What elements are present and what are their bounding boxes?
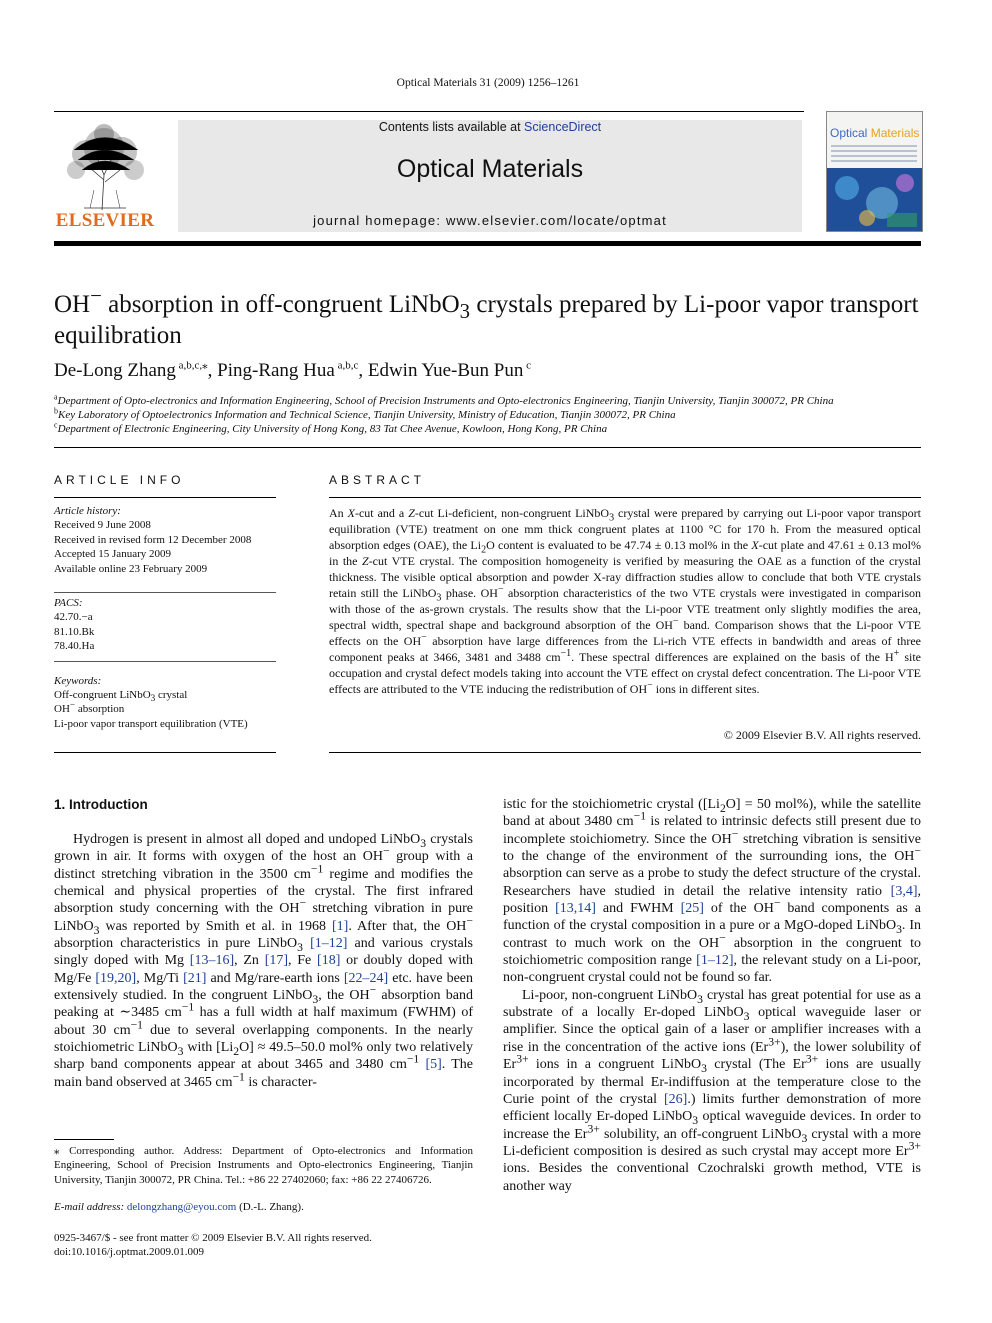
keyword: OH− absorption — [54, 699, 125, 716]
corresponding-author-footnote: ⁎ Corresponding author. Address: Department of Opto-electronics and Information Engineering, School of Precision Instruments and Opto-electronics Engineering, Tianjin University, Tianjin 300072, PR China. Tel.: +86 22 27402060; fax: +86 22 27406726. — [54, 1145, 473, 1186]
keyword: Li-poor vapor transport equilibration (VTE) — [54, 717, 248, 730]
pacs-code: 81.10.Bk — [54, 625, 95, 638]
article-info-rule — [54, 497, 276, 498]
cover-title-b: Materials — [870, 126, 920, 140]
publication-info — [54, 1231, 473, 1259]
history-revised: Received in revised form 12 December 2008 — [54, 533, 252, 546]
title-rule — [54, 447, 921, 448]
cover-title-a: Optical — [830, 126, 868, 140]
history-accepted: Accepted 15 January 2009 — [54, 548, 171, 561]
header-thick-rule — [54, 241, 921, 246]
abstract-text: An X-cut and a Z-cut Li-deficient, non-congruent LiNbO$_3$ crystal were prepared by carrying out Li-poor vapor transport equilibration (VTE) treatment on one mm thick congruent plates at 1100 °C for 170 h. From the measured optical absorption edges (OAE), the $Li_2O$ content is evaluated to be 47.74 ± 0.13 mol% in the X-cut plate and 47.61 ± 0.13 mol% in the Z-cut VTE crystal. The composition homogeneity is verified by measuring the OAE as a function of the crystal thickness. The visible optical absorption and powder X-ray diffraction studies allow to conclude that both VTE crystals retain still the LiNbO$_3$ phase. OH− absorption characteristics of the two VTE crystals were investigated in comparison with those of the as-grown crystals. The results show that the Li-poor VTE treatment only slightly modifies the area, spectral width, spectral shape and background absorption of the OH− band. Comparison shows that the Li-poor VTE effects on the OH− absorption have large differences from the Li-rich VTE effects in bandwidth and areas of three component peaks at 3466, 3481 and 3488 $cm^{-1}$. These spectral differences are explained on the basis of the H+ site occupation and crystal defect models taking into account the VTE effect on crystal defect concentration. The Li-poor VTE effects are attributed to the VTE inducing the redistribution of OH− ions in different sites. — [329, 506, 922, 696]
journal-homepage[interactable]: journal homepage: www.elsevier.com/locate/optmat — [313, 213, 667, 228]
journal-citation-line: Optical Materials 31 (2009) 1256–1261 — [396, 77, 580, 89]
cover-text-lines — [831, 145, 917, 165]
cover-title — [830, 126, 919, 140]
journal-cover-image — [826, 111, 923, 232]
article-info-bottom-rule — [54, 752, 276, 753]
keyword: Off-congruent LiNbO$_3$ crystal — [54, 689, 188, 704]
body-column-left — [54, 831, 473, 1091]
abstract-rule — [329, 497, 921, 498]
affiliation-a: $^a$Department of Opto-electronics and Information Engineering, School of Precision Instruments and Opto-electronics Engineering, Tianjin University, Tianjin 300072, PR China — [54, 392, 834, 407]
history-received: Received 9 June 2008 — [54, 519, 151, 532]
affiliations — [54, 394, 921, 436]
paragraph: Li-poor, non-congruent LiNbO$_3$ crystal has great potential for use as a substrate of a locally Er-doped LiNbO$_3$ optical waveguide laser or amplifier. Since the optical gain of a laser or amplifier increases with a rise in the concentration of the active ions $(Er^{3+})$, the lower solubility of $Er^{3+}$ ions in a congruent LiNbO$_3$ crystal (The $Er^{3+}$ ions are usually incorporated by thermal Er-indiffusion at the temperature close to the Curie point of the crystal [26].) limits further demonstration of more efficient locally Er-doped LiNbO$_3$ optical waveguide devices. In order to increase the $Er^{3+}$ solubility, an off-congruent LiNbO$_3$ crystal with a more Li-deficient composition is desired as such crystal may accept more $Er^{3+}$ ions. Besides the conventional Czochralski growth method, VTE is another way — [503, 987, 922, 1194]
history-label: Article history: — [54, 505, 121, 517]
elsevier-wordmark: ELSEVIER — [55, 210, 155, 231]
contents-prefix: Contents lists available at — [378, 120, 521, 134]
article-info-heading: ARTICLE INFO — [54, 473, 185, 487]
email-label: E-mail address: — [54, 1201, 125, 1213]
pacs-code: 78.40.Ha — [54, 640, 95, 653]
contents-line — [178, 120, 802, 134]
email-footnote — [54, 1201, 473, 1213]
email-link[interactable]: delongzhang@eyou.com — [126, 1201, 237, 1213]
sciencedirect-link[interactable]: ScienceDirect — [524, 120, 602, 134]
paragraph: istic for the stoichiometric crystal ($[Li_2O] = 50$ mol%), while the satellite band at about 3480 $cm^{-1}$ is related to intrinsic defects still present due to incomplete stoichiometry. Since the OH− stretching vibration is sensitive to the change of the environment of the surrounding ions, the OH− absorption can serve as a probe to study the defect structure of the crystal. Researchers have studied in detail the relative intensity ratio [3,4], position [13,14] and FWHM [25] of the OH− band components as a function of the crystal composition in a pure or a MgO-doped LiNbO$_3$. In contrast to much work on the OH− absorption in the congruent to stoichiometric composition range [1–12], the relevant study on a Li-poor, non-congruent crystal could not be found so far. — [503, 797, 922, 986]
top-rule — [54, 111, 804, 112]
keywords-label: Keywords: — [54, 674, 102, 687]
article-info-divider — [54, 661, 276, 662]
footnote-rule — [54, 1139, 114, 1140]
body-column-right — [503, 796, 921, 1195]
author-list: De-Long Zhang $^{a,b,c,⁎}$, Ping-Rang Hua $^{a,b,c}$, Edwin Yue-Bun Pun $^c$ — [54, 359, 532, 381]
doi-line[interactable]: doi:10.1016/j.optmat.2009.01.009 — [54, 1246, 205, 1258]
abstract-copyright: © 2009 Elsevier B.V. All rights reserved. — [723, 728, 921, 742]
affiliation-b: $^b$Key Laboratory of Optoelectronics Information and Technical Science, Tianjin University, Ministry of Education, Tianjin 300072, PR China — [54, 406, 676, 421]
paragraph: Hydrogen is present in almost all doped and undoped LiNbO$_3$ crystals grown in air. It forms with oxygen of the host an OH− group with a distinct stretching vibration in the 3500 $cm^{-1}$ regime and modifies the chemical and physical properties of the crystal. The first infrared absorption study concerning with the OH− stretching vibration in pure LiNbO$_3$ was reported by Smith et al. in 1968 [1]. After that, the OH− absorption characteristics in pure LiNbO$_3$ [1–12] and various crystals singly doped with Mg [13–16], Zn [17], Fe [18] or doubly doped with Mg/Fe [19,20], Mg/Ti [21] and Mg/rare-earth ions [22–24] etc. have been extensively studied. In the congruent LiNbO$_3$, the OH− absorption band peaking at ∼3485 $cm^{-1}$ has a full width at half maximum (FWHM) of about 30 $cm^{-1}$ due to several overlapping components. In the nearly stoichiometric LiNbO$_3$ with $[Li_2O] \approx 49.5-50.0$ mol% only two relatively sharp band components appear at about 3465 and 3480 $cm^{-1}$ [5]. The main band observed at 3465 $cm^{-1}$ is character- — [54, 832, 474, 1090]
article-info-column — [54, 504, 276, 731]
cover-artwork — [827, 168, 922, 231]
pacs-label: PACS: — [54, 597, 83, 610]
affiliation-c: $^c$Department of Electronic Engineering, City University of Hong Kong, 83 Tat Chee Avenue, Kowloon, Hong Kong, PR China — [54, 420, 608, 435]
article-title: OH− absorption in off-congruent LiNbO$_3$ crystals prepared by Li-poor vapor transport equilibration — [54, 283, 919, 349]
history-online: Available online 23 February 2009 — [54, 562, 208, 575]
email-suffix: (D.-L. Zhang). — [239, 1201, 304, 1213]
issn-line: 0925-3467/$ - see front matter © 2009 Elsevier B.V. All rights reserved. — [54, 1232, 372, 1244]
article-info-divider — [54, 592, 276, 593]
journal-title: Optical Materials — [396, 155, 584, 183]
section-heading-introduction: 1. Introduction — [54, 797, 148, 812]
abstract-heading: ABSTRACT — [329, 473, 426, 487]
pacs-code: 42.70.−a — [54, 611, 93, 624]
abstract-bottom-rule — [329, 752, 921, 753]
